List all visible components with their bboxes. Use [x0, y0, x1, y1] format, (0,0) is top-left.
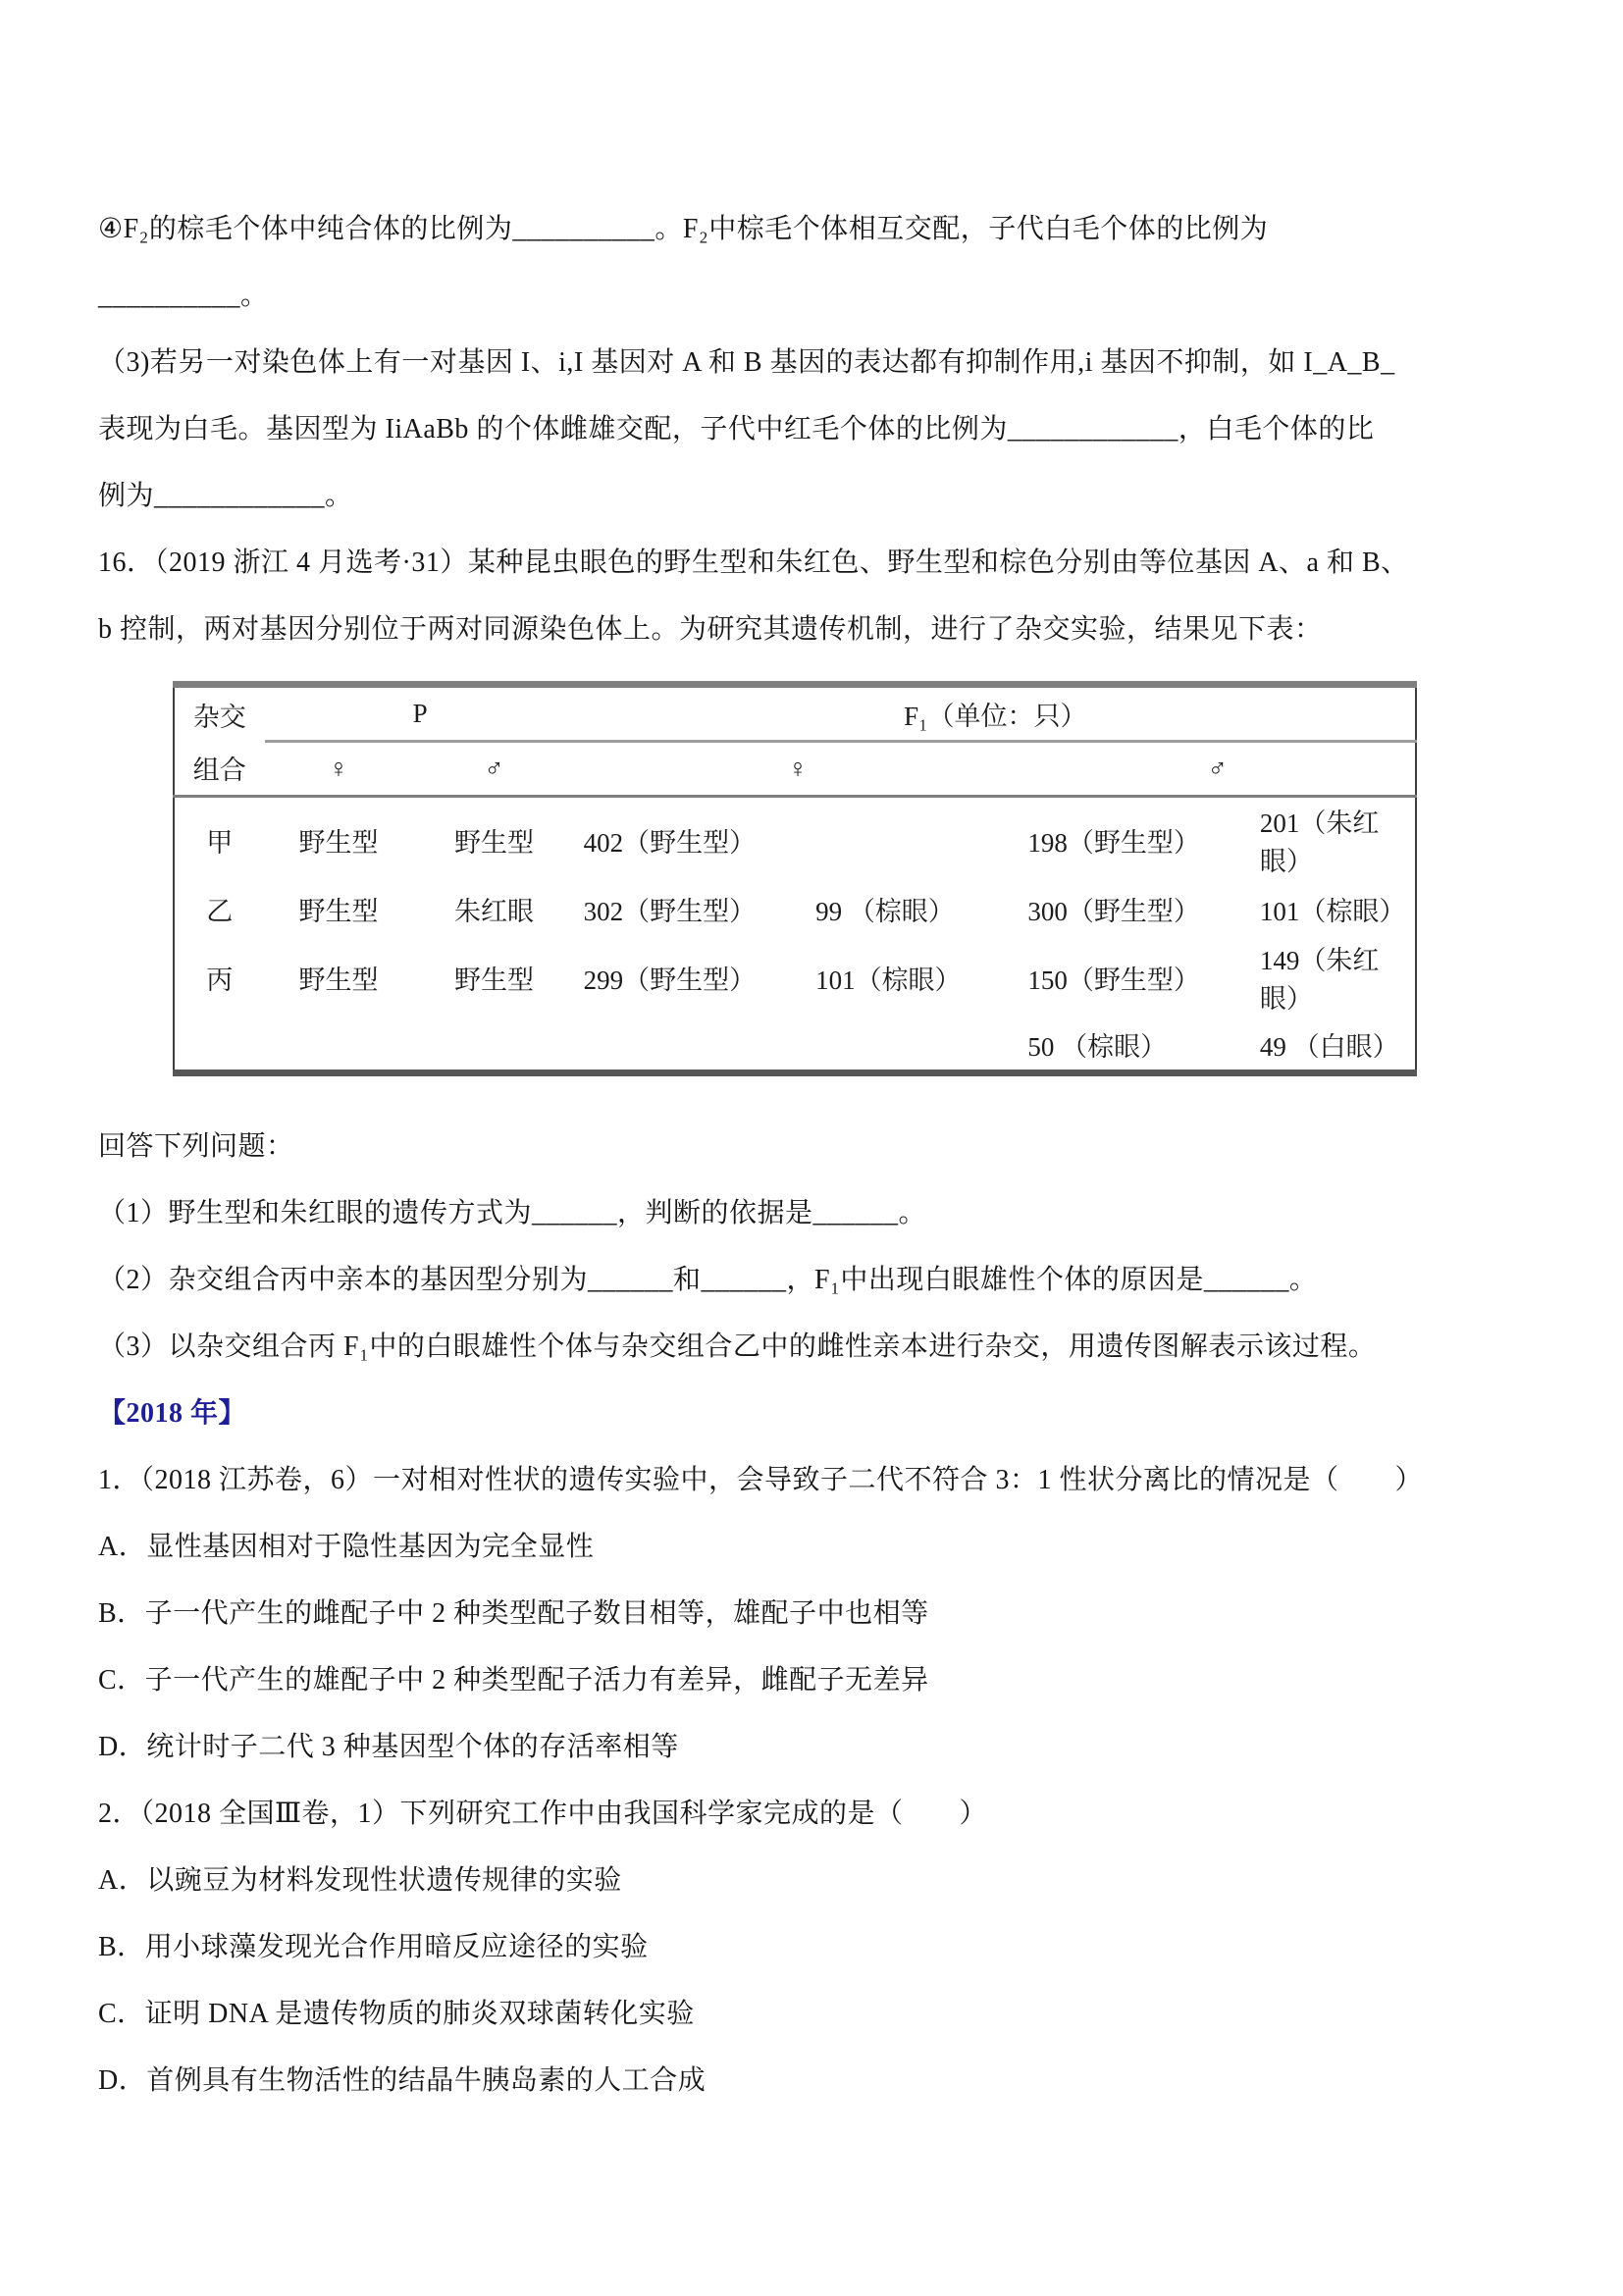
question-16-sub3: （3）以杂交组合丙 F₁中的白眼雄性个体与杂交组合乙中的雌性亲本进行杂交，用遗传图解表示该过程。: [98, 1331, 1377, 1362]
header-group-bottom: 组合: [174, 742, 265, 797]
f1-female-cell: [808, 797, 1020, 883]
female-icon: ♀: [576, 742, 1021, 797]
f1-female-cell: 101（棕眼）: [815, 965, 962, 995]
p-female-cell: [265, 1019, 413, 1072]
question-2-option-a: A．以豌豆为材料发现性状遗传规律的实验: [98, 1864, 622, 1896]
f1-male-cell: 50 （棕眼）: [1027, 1031, 1168, 1062]
question-2-option-c: C．证明 DNA 是遗传物质的肺炎双球菌转化实验: [98, 1998, 695, 2029]
p-female-cell: 野生型: [298, 827, 379, 858]
header-group-top: 杂交: [192, 702, 246, 732]
male-icon: ♂: [413, 742, 576, 797]
header-parent-generation: P: [265, 685, 576, 742]
table-header-row-2: [174, 742, 1416, 797]
table-header-row-1: [174, 685, 1416, 742]
question-1-option-d: D．统计时子二代 3 种基因型个体的存活率相等: [98, 1731, 679, 1762]
f1-female-cell: 99 （棕眼）: [815, 896, 955, 926]
question-16-stem-line1: 16．（2019 浙江 4 月选考·31）某种昆虫眼色的野生型和朱红色、野生型和棕色分别由等位基因 A、a 和 B、: [98, 548, 1409, 578]
group-cell: 乙: [206, 896, 234, 926]
paragraph-sub4-line1: ④F₂的棕毛个体中纯合体的比例为__________。F₂中棕毛个体相互交配，子代白毛个体的比例为: [98, 214, 1269, 244]
f1-male-cell: 149（朱红眼）: [1259, 946, 1380, 1014]
table-row: [174, 882, 1416, 935]
group-cell: 甲: [206, 827, 234, 858]
paragraph-sub4-line2: __________。: [98, 281, 269, 311]
p-female-cell: 野生型: [298, 965, 379, 995]
f1-male-cell: 300（野生型）: [1027, 896, 1200, 926]
p-male-cell: 野生型: [454, 965, 535, 995]
cross-experiment-table: [173, 681, 1417, 1076]
f1-male-cell: 201（朱红眼）: [1259, 809, 1380, 876]
paragraph-q3-line3: 例为____________。: [98, 481, 353, 511]
question-16-sub2: （2）杂交组合丙中亲本的基因型分别为______和______，F₁中出现白眼雄性个体的原因是______。: [98, 1264, 1318, 1295]
answer-intro: 回答下列问题：: [98, 1130, 294, 1162]
f1-female-cell: 299（野生型）: [583, 965, 757, 995]
question-1-option-c: C．子一代产生的雄配子中 2 种类型配子活力有差异，雌配子无差异: [98, 1664, 929, 1696]
female-icon: ♀: [265, 742, 413, 797]
question-16-sub1: （1）野生型和朱红眼的遗传方式为______，判断的依据是______。: [98, 1197, 927, 1228]
f1-female-cell: 302（野生型）: [583, 896, 757, 926]
f1-female-cell: [808, 1019, 1020, 1072]
table-row: [174, 935, 1416, 1019]
p-male-cell: 野生型: [454, 827, 535, 858]
male-icon: ♂: [1020, 742, 1416, 797]
question-1-option-b: B．子一代产生的雌配子中 2 种类型配子数目相等，雄配子中也相等: [98, 1597, 929, 1629]
f1-male-cell: 198（野生型）: [1027, 827, 1200, 858]
question-1-option-a: A．显性基因相对于隐性基因为完全显性: [98, 1531, 595, 1562]
section-heading-2018: 【2018 年】: [98, 1397, 247, 1429]
header-f1-generation: F₁（单位：只）: [576, 685, 1416, 742]
question-2-stem: 2．（2018 全国Ⅲ卷，1）下列研究工作中由我国科学家完成的是（ ）: [98, 1798, 988, 1829]
p-female-cell: 野生型: [298, 896, 379, 926]
p-male-cell: 朱红眼: [454, 896, 535, 926]
f1-female-cell: [576, 1019, 808, 1072]
group-cell: [174, 1019, 265, 1072]
question-1-stem: 1．（2018 江苏卷，6）一对相对性状的遗传实验中，会导致子二代不符合 3：1 性状分离比的情况是（ ）: [98, 1464, 1424, 1495]
question-2-option-b: B．用小球藻发现光合作用暗反应途径的实验: [98, 1931, 649, 1962]
f1-male-cell: 150（野生型）: [1027, 965, 1200, 995]
f1-female-cell: 402（野生型）: [583, 827, 757, 858]
question-16-stem-line2: b 控制，两对基因分别位于两对同源染色体上。为研究其遗传机制，进行了杂交实验，结果见下表：: [98, 614, 1323, 645]
f1-male-cell: 101（棕眼）: [1259, 896, 1406, 926]
table-row: [174, 797, 1416, 883]
group-cell: 丙: [206, 965, 234, 995]
paragraph-q3-line2: 表现为白毛。基因型为 IiAaBb 的个体雌雄交配，子代中红毛个体的比例为____________，白毛个体的比: [98, 414, 1375, 444]
f1-male-cell: 49 （白眼）: [1259, 1031, 1399, 1062]
p-male-cell: [413, 1019, 576, 1072]
question-2-option-d: D．首例具有生物活性的结晶牛胰岛素的人工合成: [98, 2064, 707, 2096]
document-content: [98, 0, 1541, 2132]
table-row-continuation: [174, 1019, 1416, 1072]
paragraph-q3-line1: （3)若另一对染色体上有一对基因 I、i,I 基因对 A 和 B 基因的表达都有抑制作用,i 基因不抑制，如 I_A_B_: [98, 347, 1395, 378]
